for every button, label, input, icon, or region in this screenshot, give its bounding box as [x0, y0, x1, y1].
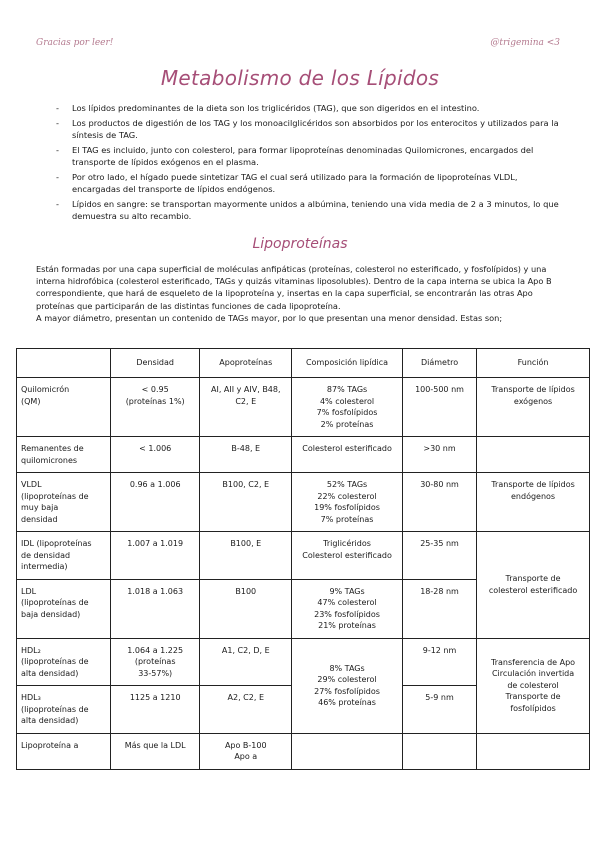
cell-apoproteinas: A2, C2, E	[200, 686, 292, 734]
table-row	[17, 733, 590, 769]
cell-diametro: >30 nm	[402, 437, 476, 473]
cell-diametro: 9-12 nm	[402, 638, 476, 686]
cell-apoproteinas: B100, C2, E	[200, 473, 292, 532]
cell-diametro	[402, 733, 476, 769]
header-right-handle: @trigemina <3	[490, 38, 560, 48]
row-name: Lipoproteína a	[17, 733, 111, 769]
cell-composicion: 8% TAGs 29% colesterol 27% fosfolípidos 46% proteínas	[292, 638, 403, 733]
cell-densidad: Más que la LDL	[111, 733, 200, 769]
header-cell: Apoproteínas	[200, 349, 292, 378]
cell-composicion: 52% TAGs 22% colesterol 19% fosfolípidos 7% proteínas	[292, 473, 403, 532]
row-name: IDL (lipoproteínas de densidad intermedia)	[17, 532, 111, 580]
cell-densidad: 1.064 a 1.225 (proteínas 33-57%)	[111, 638, 200, 686]
row-name: Remanentes de quilomicrones	[17, 437, 111, 473]
cell-apoproteinas: B100	[200, 579, 292, 638]
cell-funcion: Transporte de colesterol esterificado	[477, 532, 590, 639]
cell-densidad: < 0.95 (proteínas 1%)	[111, 378, 200, 437]
cell-densidad: 1.018 a 1.063	[111, 579, 200, 638]
bullet-item: - Lípidos en sangre: se transportan mayormente unidos a albúmina, teniendo una vida media de 2 a 3 minutos, lo que demuestra su alto recambio.	[56, 198, 566, 222]
header-cell	[17, 349, 111, 378]
table-row	[17, 532, 590, 580]
cell-funcion: Transferencia de Apo Circulación invertida de colesterol Transporte de fosfolípidos	[477, 638, 590, 733]
bullet-list	[56, 102, 566, 225]
paragraph-text: Están formadas por una capa superficial de moléculas anfipáticas (proteínas, colesterol no esterificado, y fosfolípidos) y una interna hidrofóbica (colesterol esterificado, TAGs y quizás vitaminas liposolubles). Dentro de la capa interna se ubica la Apo B correspondiente, que hará de esqueleto de la lipoproteína y, insertas en la capa superficial, se encontrarán las otras Apo proteínas que participarán de las distintas funciones de cada lipoproteína.	[36, 264, 552, 311]
table-header-row	[17, 349, 590, 378]
cell-composicion: 87% TAGs 4% colesterol 7% fosfolípidos 2% proteínas	[292, 378, 403, 437]
intro-paragraph	[36, 263, 566, 324]
cell-composicion	[292, 733, 403, 769]
cell-densidad: 1125 a 1210	[111, 686, 200, 734]
section-subtitle: Lipoproteínas	[252, 236, 348, 252]
cell-composicion: Triglicéridos Colesterol esterificado	[292, 532, 403, 580]
header-cell: Función	[477, 349, 590, 378]
row-name: VLDL (lipoproteínas de muy baja densidad	[17, 473, 111, 532]
cell-diametro: 25-35 nm	[402, 532, 476, 580]
header-cell: Densidad	[111, 349, 200, 378]
page-title: Metabolismo de los Lípidos	[160, 66, 440, 90]
bullet-item: - El TAG es incluido, junto con colesterol, para formar lipoproteínas denominadas Quilomicrones, encargados del transporte de lípidos exógenos en el plasma.	[56, 144, 566, 168]
table-row	[17, 638, 590, 686]
cell-funcion	[477, 437, 590, 473]
table-row	[17, 378, 590, 437]
row-name: HDL₃ (lipoproteínas de alta densidad)	[17, 686, 111, 734]
bullet-item: - Los lípidos predominantes de la dieta son los triglicéridos (TAG), que son digeridos en el intestino.	[56, 102, 566, 114]
row-name: LDL (lipoproteínas de baja densidad)	[17, 579, 111, 638]
cell-funcion	[477, 733, 590, 769]
lipoprotein-table	[16, 348, 590, 770]
cell-diametro: 18-28 nm	[402, 579, 476, 638]
cell-apoproteinas: B-48, E	[200, 437, 292, 473]
cell-funcion: Transporte de lípidos endógenos	[477, 473, 590, 532]
table-row	[17, 437, 590, 473]
cell-diametro: 30-80 nm	[402, 473, 476, 532]
cell-apoproteinas: Apo B-100 Apo a	[200, 733, 292, 769]
header-left-note: Gracias por leer!	[36, 38, 114, 48]
cell-apoproteinas: A1, C2, D, E	[200, 638, 292, 686]
cell-composicion: 9% TAGs 47% colesterol 23% fosfolípidos 21% proteínas	[292, 579, 403, 638]
row-name: HDL₂ (lipoproteínas de alta densidad)	[17, 638, 111, 686]
table-row	[17, 473, 590, 532]
bullet-item: - Los productos de digestión de los TAG y los monoacilglicéridos son absorbidos por los enterocitos y utilizados para la síntesis de TAG.	[56, 117, 566, 141]
cell-densidad: 0.96 a 1.006	[111, 473, 200, 532]
cell-densidad: < 1.006	[111, 437, 200, 473]
cell-composicion: Colesterol esterificado	[292, 437, 403, 473]
cell-diametro: 100-500 nm	[402, 378, 476, 437]
cell-apoproteinas: AI, AII y AIV, B48, C2, E	[200, 378, 292, 437]
cell-diametro: 5-9 nm	[402, 686, 476, 734]
header-cell: Composición lipídica	[292, 349, 403, 378]
cell-densidad: 1.007 a 1.019	[111, 532, 200, 580]
cell-apoproteinas: B100, E	[200, 532, 292, 580]
cell-funcion: Transporte de lípidos exógenos	[477, 378, 590, 437]
row-name: Quilomicrón (QM)	[17, 378, 111, 437]
paragraph-text: A mayor diámetro, presentan un contenido de TAGs mayor, por lo que presentan una menor densidad. Estas son;	[36, 312, 503, 323]
header-cell: Diámetro	[402, 349, 476, 378]
bullet-item: - Por otro lado, el hígado puede sintetizar TAG el cual será utilizado para la formación de lipoproteínas VLDL, encargadas del transporte de lípidos endógenos.	[56, 171, 566, 195]
